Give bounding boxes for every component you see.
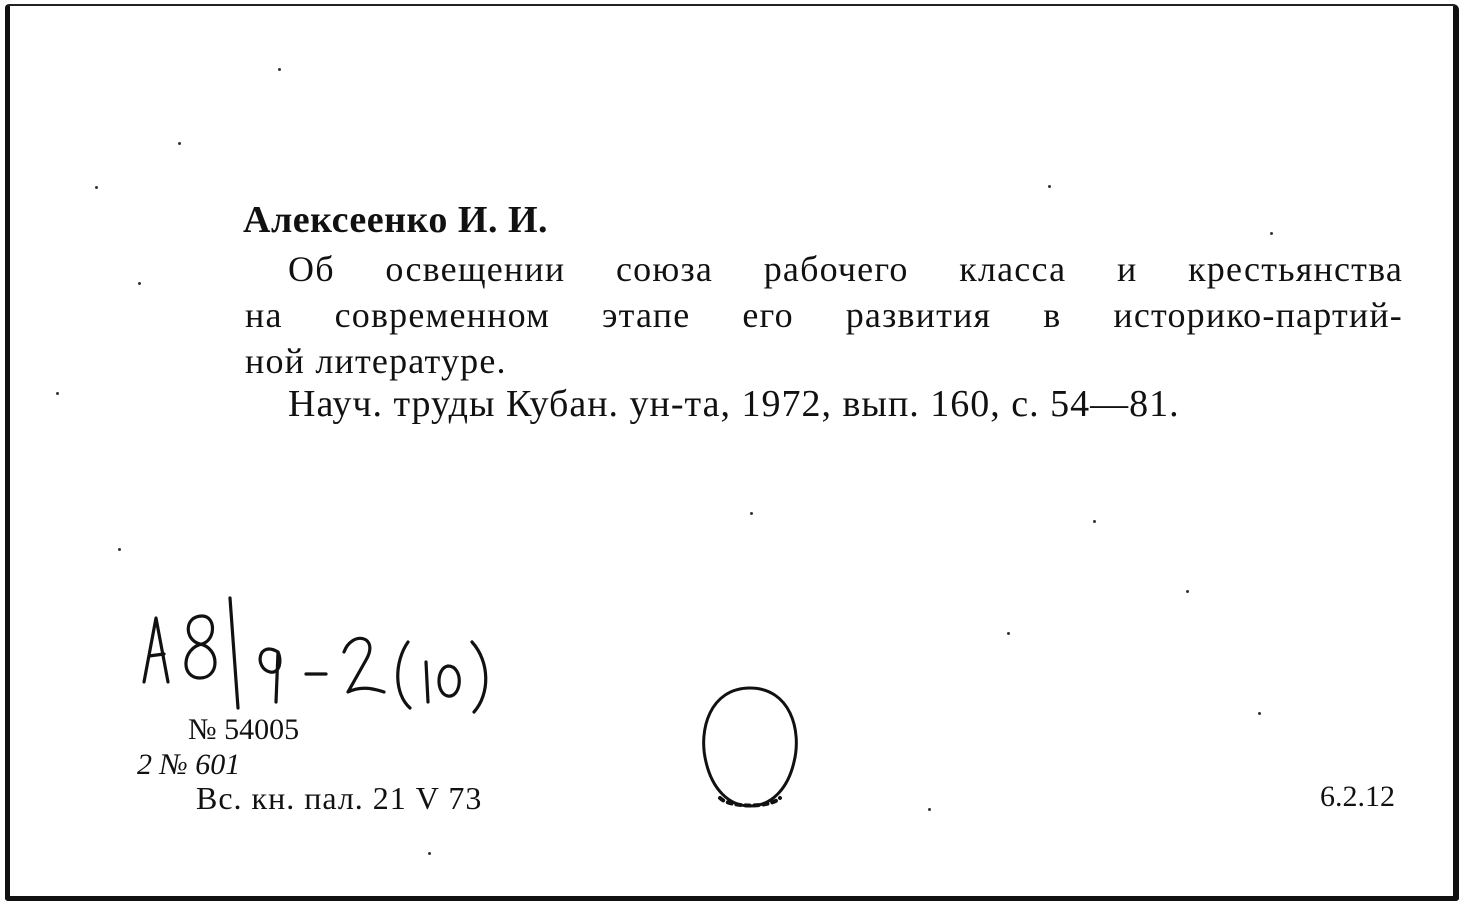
- dust-speck: [138, 282, 141, 285]
- dust-speck: [278, 68, 281, 71]
- dust-speck: [1270, 232, 1273, 235]
- card-title-line-3: ной литературе.: [245, 341, 507, 381]
- card-source: Науч. труды Кубан. ун-та, 1972, вып. 160, с. 54—81.: [288, 383, 1180, 425]
- book-chamber-line: Вс. кн. пал. 21 V 73: [196, 780, 483, 816]
- dust-speck: [1186, 590, 1189, 593]
- card-title-line-1: Об освещении союза рабочего класса и крестьянства: [288, 249, 1403, 289]
- punch-hole-icon: [690, 680, 810, 815]
- dust-speck: [56, 392, 59, 395]
- dust-speck: [1093, 520, 1096, 523]
- dust-speck: [1048, 185, 1051, 188]
- card-code: 6.2.12: [1320, 780, 1395, 813]
- dust-speck: [750, 512, 753, 515]
- handwritten-shelfmark: [130, 590, 510, 720]
- card-title-line-2: на современном этапе его развития в историко-партий-: [245, 295, 1403, 335]
- dust-speck: [928, 808, 931, 811]
- inventory-number: № 54005: [188, 713, 300, 746]
- dust-speck: [1007, 632, 1010, 635]
- dust-speck: [428, 852, 431, 855]
- dust-speck: [95, 186, 98, 189]
- card-author: Алексеенко И. И.: [243, 199, 549, 241]
- dust-speck: [1258, 712, 1261, 715]
- second-number: 2 № 601: [137, 748, 241, 781]
- dust-speck: [178, 142, 181, 145]
- dust-speck: [118, 548, 121, 551]
